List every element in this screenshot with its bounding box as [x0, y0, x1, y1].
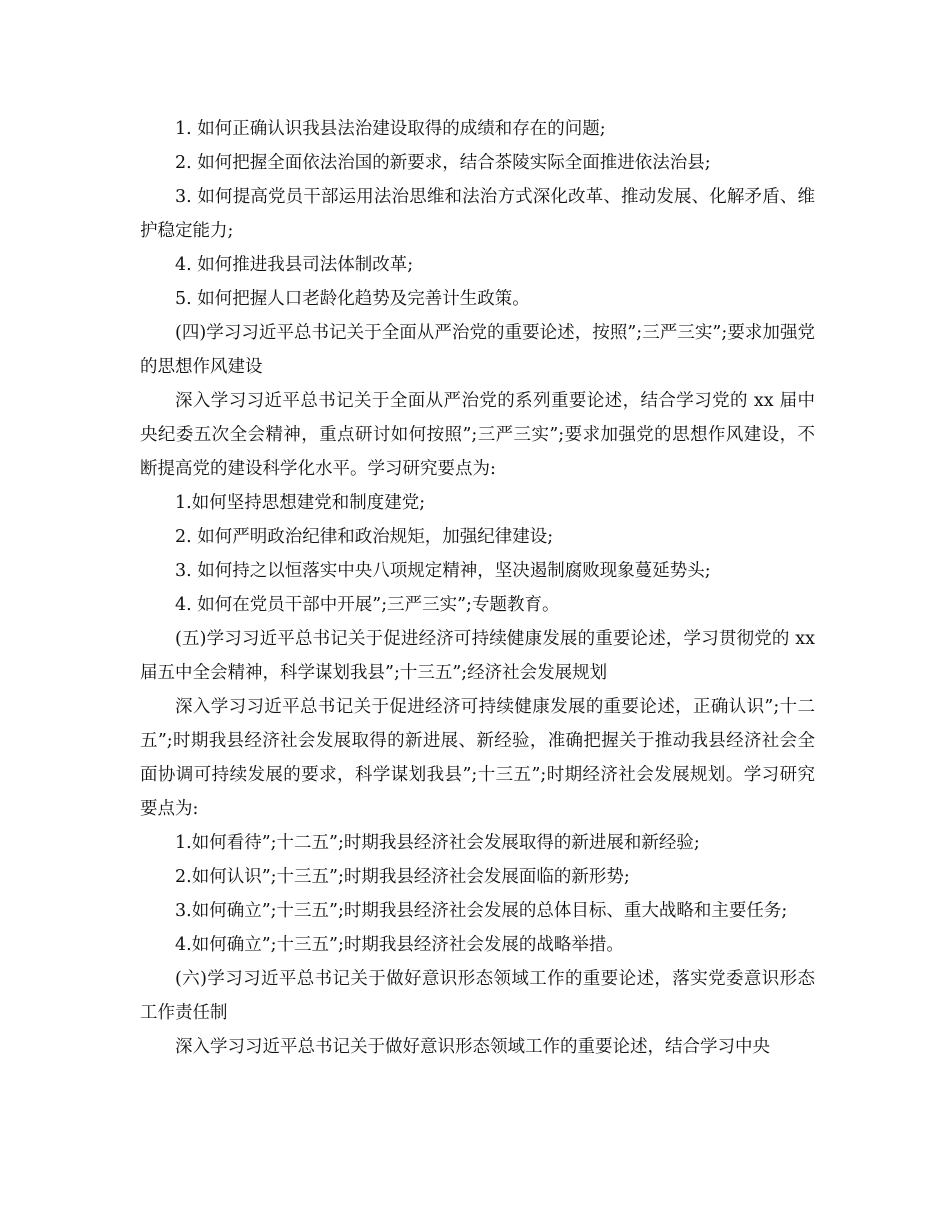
list-item: 5. 如何把握人口老龄化趋势及完善计生政策。	[175, 289, 530, 309]
list-item: 3.如何确立”;十三五”;时期我县经济社会发展的总体目标、重大战略和主要任务;	[175, 901, 788, 921]
list-item: 4. 如何在党员干部中开展”;三严三实”;专题教育。	[175, 595, 560, 615]
body-paragraph: 深入学习习近平总书记关于全面从严治党的系列重要论述，结合学习党的 xx 届中央纪委五次全会精神，重点研讨如何按照”;三严三实”;要求加强党的思想作风建设，不断提高党的建设科学化水平。学习研究要点为:	[140, 391, 815, 479]
list-item: 1. 如何正确认识我县法治建设取得的成绩和存在的问题;	[175, 119, 606, 139]
list-item: 2.如何认识”;十三五”;时期我县经济社会发展面临的新形势;	[175, 867, 630, 887]
document-body	[140, 112, 815, 1064]
list-item: 4.如何确立”;十三五”;时期我县经济社会发展的战略举措。	[175, 935, 624, 955]
section-heading: (六)学习习近平总书记关于做好意识形态领域工作的重要论述，落实党委意识形态工作责任制	[140, 969, 815, 1023]
list-item: 2. 如何把握全面依法治国的新要求，结合茶陵实际全面推进依法治县;	[175, 153, 711, 173]
list-item: 1.如何看待”;十二五”;时期我县经济社会发展取得的新进展和新经验;	[175, 833, 700, 853]
section-heading: (四)学习习近平总书记关于全面从严治党的重要论述，按照”;三严三实”;要求加强党的思想作风建设	[140, 323, 815, 377]
body-paragraph: 深入学习习近平总书记关于做好意识形态领域工作的重要论述，结合学习中央	[175, 1037, 770, 1057]
list-item: 3. 如何持之以恒落实中央八项规定精神，坚决遏制腐败现象蔓延势头;	[175, 561, 711, 581]
body-paragraph: 深入学习习近平总书记关于促进经济可持续健康发展的重要论述，正确认识”;十二五”;时期我县经济社会发展取得的新进展、新经验，准确把握关于推动我县经济社会全面协调可持续发展的要求，科学谋划我县”;十三五”;时期经济社会发展规划。学习研究要点为:	[140, 697, 815, 819]
list-item: 1.如何坚持思想建党和制度建党;	[175, 493, 426, 513]
list-item: 4. 如何推进我县司法体制改革;	[175, 255, 414, 275]
list-item: 2. 如何严明政治纪律和政治规矩，加强纪律建设;	[175, 527, 554, 547]
list-item: 3. 如何提高党员干部运用法治思维和法治方式深化改革、推动发展、化解矛盾、维护稳定能力;	[140, 187, 815, 241]
section-heading: (五)学习习近平总书记关于促进经济可持续健康发展的重要论述，学习贯彻党的 xx 届五中全会精神，科学谋划我县”;十三五”;经济社会发展规划	[140, 629, 815, 683]
